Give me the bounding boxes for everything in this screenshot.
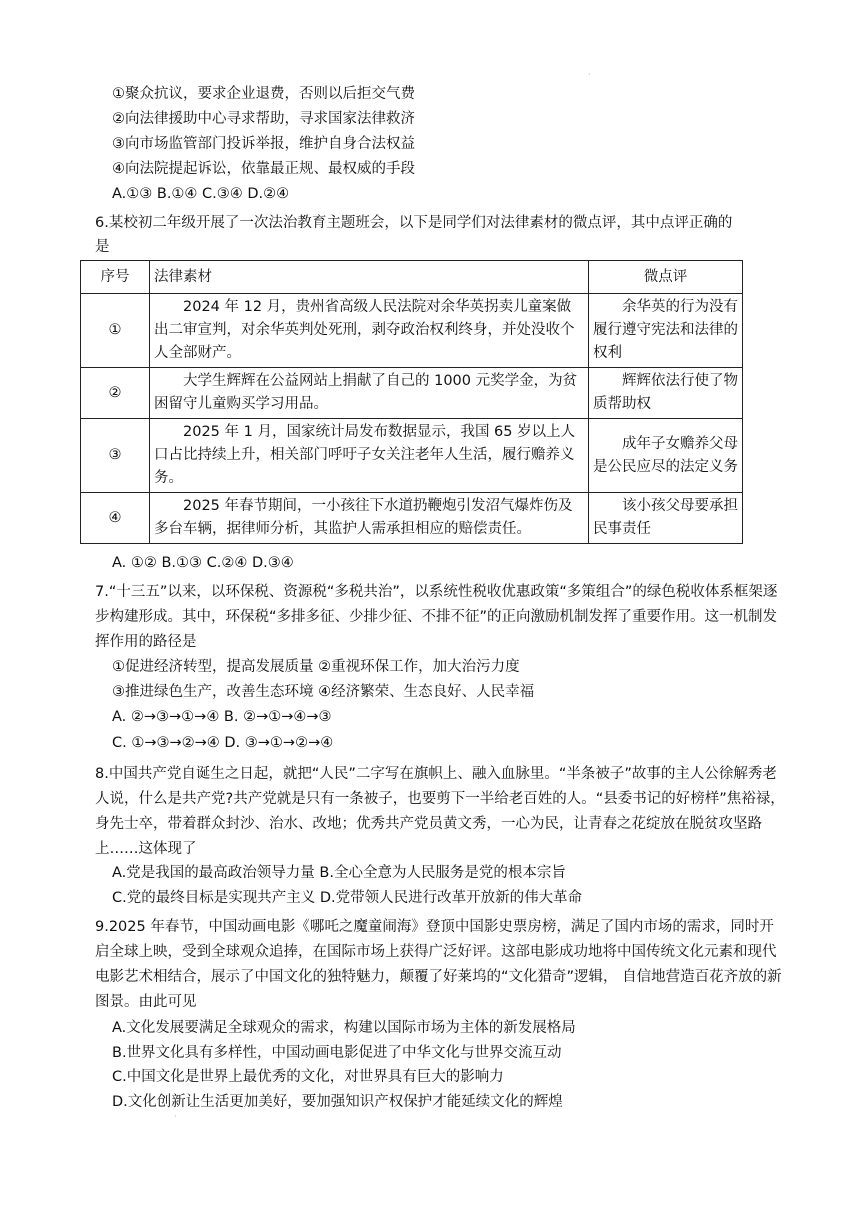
q7-choices-row1: A. ②→③→①→④ B. ②→①→④→③ bbox=[112, 709, 332, 725]
q9-option-a: A.文化发展要满足全球观众的需求，构建以国际市场为主体的新发展格局 bbox=[112, 1020, 576, 1036]
row-number: ④ bbox=[81, 493, 150, 544]
q5-option-1: ①聚众抗议，要求企业退费，否则以后拒交气费 bbox=[112, 86, 415, 102]
q5-option-4: ④向法院提起诉讼，依靠最正规、最权威的手段 bbox=[112, 161, 415, 177]
q6-answer-choices: A. ①② B.①③ C.②④ D.③④ bbox=[112, 555, 294, 571]
row-material: 2025 年 1 月，国家统计局发布数据显示，我国 65 岁以上人口占比持续上升，相关部门呼吁子女关注老年人生活，履行赡养义务。 bbox=[150, 419, 589, 493]
row-review: 辉辉依法行使了物质帮助权 bbox=[589, 368, 743, 419]
table-row bbox=[81, 493, 743, 544]
row-review: 该小孩父母要承担民事责任 bbox=[589, 493, 743, 544]
row-review: 余华英的行为没有履行遵守宪法和法律的权利 bbox=[589, 294, 743, 368]
table-header-row bbox=[81, 261, 743, 294]
q7-items-row2: ③推进绿色生产，改善生态环境 ④经济繁荣、生态良好、人民幸福 bbox=[112, 684, 535, 700]
q5-answer-choices: A.①③ B.①④ C.③④ D.②④ bbox=[112, 186, 290, 202]
header-number: 序号 bbox=[81, 261, 150, 294]
q7-choices-row2: C. ①→③→②→④ D. ③→①→②→④ bbox=[112, 735, 334, 751]
q8-choices-row2: C.党的最终目标是实现共产主义 D.党带领人民进行改革开放新的伟大革命 bbox=[112, 890, 583, 906]
row-material: 2024 年 12 月，贵州省高级人民法院对余华英拐卖儿童案做出二审宣判，对余华英判处死刑，剥夺政治权利终身，并处没收个人全部财产。 bbox=[150, 294, 589, 368]
row-number: ② bbox=[81, 368, 150, 419]
q9-option-c: C.中国文化是世界上最优秀的文化，对世界具有巨大的影响力 bbox=[112, 1069, 504, 1085]
q5-option-2: ②向法律援助中心寻求帮助，寻求国家法律救济 bbox=[112, 111, 415, 127]
q9-option-b: B.世界文化具有多样性，中国动画电影促进了中华文化与世界交流互动 bbox=[112, 1045, 562, 1061]
q9-option-d: D.文化创新让生活更加美好，要加强知识产权保护才能延续文化的辉煌 bbox=[112, 1094, 563, 1110]
row-material: 大学生辉辉在公益网站上捐献了自己的 1000 元奖学金，为贫困留守儿童购买学习用品。 bbox=[150, 368, 589, 419]
q6-stem-line1: 6.某校初二年级开展了一次法治教育主题班会，以下是同学们对法律素材的微点评，其中点评正确的 bbox=[95, 215, 733, 231]
row-number: ③ bbox=[81, 419, 150, 493]
table-row bbox=[81, 368, 743, 419]
row-review: 成年子女赡养父母是公民应尽的法定义务 bbox=[589, 419, 743, 493]
row-number: ① bbox=[81, 294, 150, 368]
q7-stem: 7.“十三五”以来，以环保税、资源税“多税共治”，以系统性税收优惠政策“多策组合”的绿色税收体系框架逐步构建形成。其中，环保税“多排多征、少排少征、不排不征”的正向激励机制发挥了重要作用。这一机制发挥作用的路径是 bbox=[95, 584, 778, 650]
q8-choices-row1: A.党是我国的最高政治领导力量 B.全心全意为人民服务是党的根本宗旨 bbox=[112, 865, 566, 881]
q5-option-3: ③向市场监管部门投诉举报，维护自身合法权益 bbox=[112, 136, 415, 152]
scan-speck: · bbox=[588, 70, 591, 79]
row-material: 2025 年春节期间，一小孩往下水道扔鞭炮引发沼气爆炸伤及多台车辆，据律师分析，其监护人需承担相应的赔偿责任。 bbox=[150, 493, 589, 544]
q6-stem-line2: 是 bbox=[95, 239, 110, 255]
header-review: 微点评 bbox=[589, 261, 743, 294]
scan-speck: · bbox=[174, 1112, 177, 1121]
table-row bbox=[81, 419, 743, 493]
table-row bbox=[81, 294, 743, 368]
law-material-table bbox=[80, 260, 743, 544]
q7-items-row1: ①促进经济转型，提高发展质量 ②重视环保工作，加大治污力度 bbox=[112, 659, 520, 675]
q9-stem: 9.2025 年春节，中国动画电影《哪吒之魔童闹海》登顶中国影史票房榜，满足了国内市场的需求，同时开启全球上映，受到全球观众追捧，在国际市场上获得广泛好评。这部电影成功地将中国传统文化元素和现代电影艺术相结合，展示了中国文化的独特魅力，颠覆了好莱坞的“文化猎奇”逻辑， 自信地营造百花齐放的新图景。由此可见 bbox=[95, 919, 782, 1010]
header-material: 法律素材 bbox=[150, 261, 589, 294]
q8-stem: 8.中国共产党自诞生之日起，就把“人民”二字写在旗帜上、融入血脉里。“半条被子”故事的主人公徐解秀老人说，什么是共产党?共产党就是只有一条被子，也要剪下一半给老百姓的人。“县委书记的好榜样”焦裕禄，身先士卒，带着群众封沙、治水、改地；优秀共产党员黄文秀，一心为民，让青春之花绽放在脱贫攻坚路上……这体现了 bbox=[95, 766, 785, 857]
